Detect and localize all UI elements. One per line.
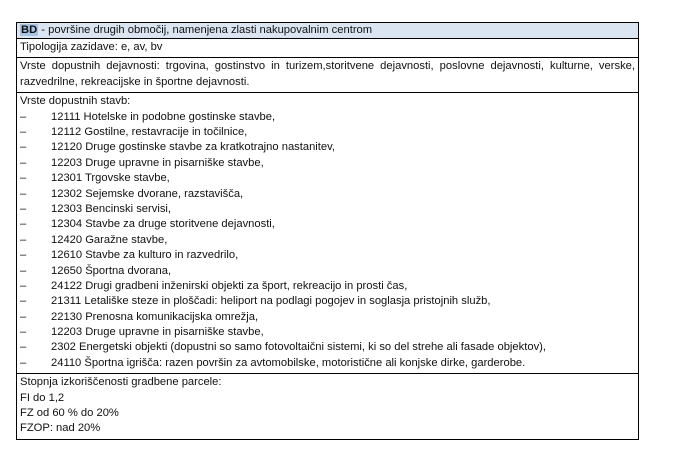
- list-dash: –: [20, 341, 27, 354]
- list-dash: –: [20, 110, 27, 123]
- list-item-text: 12303 Bencinski servisi,: [51, 202, 172, 215]
- fi-value: FI do 1,2: [20, 391, 65, 404]
- list-item: [20, 140, 635, 155]
- typology-row: [17, 39, 638, 58]
- utilization-row: [17, 374, 638, 439]
- buildings-heading: Vrste dopustnih stavb:: [20, 95, 131, 108]
- list-item-text: 22130 Prenosna komunikacijska omrežja,: [51, 310, 259, 323]
- list-item: [20, 310, 635, 325]
- list-item-text: 24122 Drugi gradbeni inženirski objekti za šport, rekreacijo in prosti čas,: [51, 279, 408, 292]
- list-item-text: 12302 Sejemske dvorane, razstavišča,: [51, 187, 244, 200]
- list-item: [20, 217, 635, 232]
- list-item-text: 12112 Gostilne, restavracije in točilnice,: [51, 126, 248, 139]
- list-item: [20, 325, 635, 340]
- list-dash: –: [20, 310, 27, 323]
- list-dash: –: [20, 295, 27, 308]
- list-item: [20, 356, 635, 371]
- list-dash: –: [20, 249, 27, 262]
- typology-text: Tipologija zazidave: e, av, bv: [20, 41, 163, 53]
- list-item: [20, 110, 635, 125]
- zone-code: BD: [21, 24, 38, 36]
- list-dash: –: [20, 172, 27, 185]
- list-item: [20, 171, 635, 186]
- list-item: [20, 202, 635, 217]
- list-item-text: 12650 Športna dvorana,: [51, 264, 172, 277]
- list-dash: –: [20, 233, 27, 246]
- list-item: [20, 156, 635, 171]
- zone-header-row: [17, 23, 638, 39]
- list-item-text: 12420 Garažne stavbe,: [51, 233, 168, 246]
- list-dash: –: [20, 126, 27, 139]
- list-item: [20, 187, 635, 202]
- list-dash: –: [20, 156, 27, 169]
- list-item: [20, 233, 635, 248]
- list-dash: –: [20, 264, 27, 277]
- list-dash: –: [20, 202, 27, 215]
- list-dash: –: [20, 141, 27, 154]
- list-item: [20, 340, 635, 355]
- list-item: [20, 125, 635, 140]
- zoning-table: [16, 22, 639, 440]
- list-dash: –: [20, 218, 27, 231]
- list-item: [20, 248, 635, 263]
- buildings-list: [20, 110, 635, 372]
- list-dash: –: [20, 326, 27, 339]
- fz-value: FZ od 60 % do 20%: [20, 407, 119, 420]
- list-item: [20, 294, 635, 309]
- list-item-text: 2302 Energetski objekti (dopustni so samo fotovoltaični sistemi, ki so del strehe ali fasade objektov),: [51, 341, 546, 354]
- fzop-value: FZOP: nad 20%: [20, 422, 101, 435]
- list-dash: –: [20, 279, 27, 292]
- list-item-text: 12203 Druge upravne in pisarniške stavbe,: [51, 326, 264, 339]
- utilization-heading: Stopnja izkoriščenosti gradbene parcele:: [20, 376, 222, 389]
- list-item-text: 12111 Hotelske in podobne gostinske stavbe,: [51, 110, 276, 123]
- list-item-text: 24110 Športna igrišča: razen površin za avtomobilske, motoristične ali konjske dirke, garderobe.: [51, 356, 526, 369]
- list-item-text: 12610 Stavbe za kulturo in razvedrilo,: [51, 249, 239, 262]
- list-dash: –: [20, 356, 27, 369]
- list-item-text: 21311 Letališke steze in ploščadi: heliport na podlagi pogojev in soglasja pristojnih služb,: [51, 295, 491, 308]
- list-item-text: 12203 Druge upravne in pisarniške stavbe,: [51, 156, 264, 169]
- activities-row: [17, 58, 638, 93]
- list-item-text: 12304 Stavbe za druge storitvene dejavnosti,: [51, 218, 275, 231]
- list-item: [20, 264, 635, 279]
- list-item-text: 12120 Druge gostinske stavbe za kratkotrajno nastanitev,: [51, 141, 335, 154]
- buildings-row: [17, 93, 638, 374]
- zone-title: - površine drugih območij, namenjena zlasti nakupovalnim centrom: [38, 24, 373, 36]
- list-item-text: 12301 Trgovske stavbe,: [51, 172, 170, 185]
- list-item: [20, 279, 635, 294]
- list-dash: –: [20, 187, 27, 200]
- activities-text: Vrste dopustnih dejavnosti: trgovina, gostinstvo in turizem,storitvene dejavnosti, poslovne dejavnosti, kulturne, verske, razvedrilne, rekreacijske in športne dejavnosti.: [20, 60, 635, 88]
